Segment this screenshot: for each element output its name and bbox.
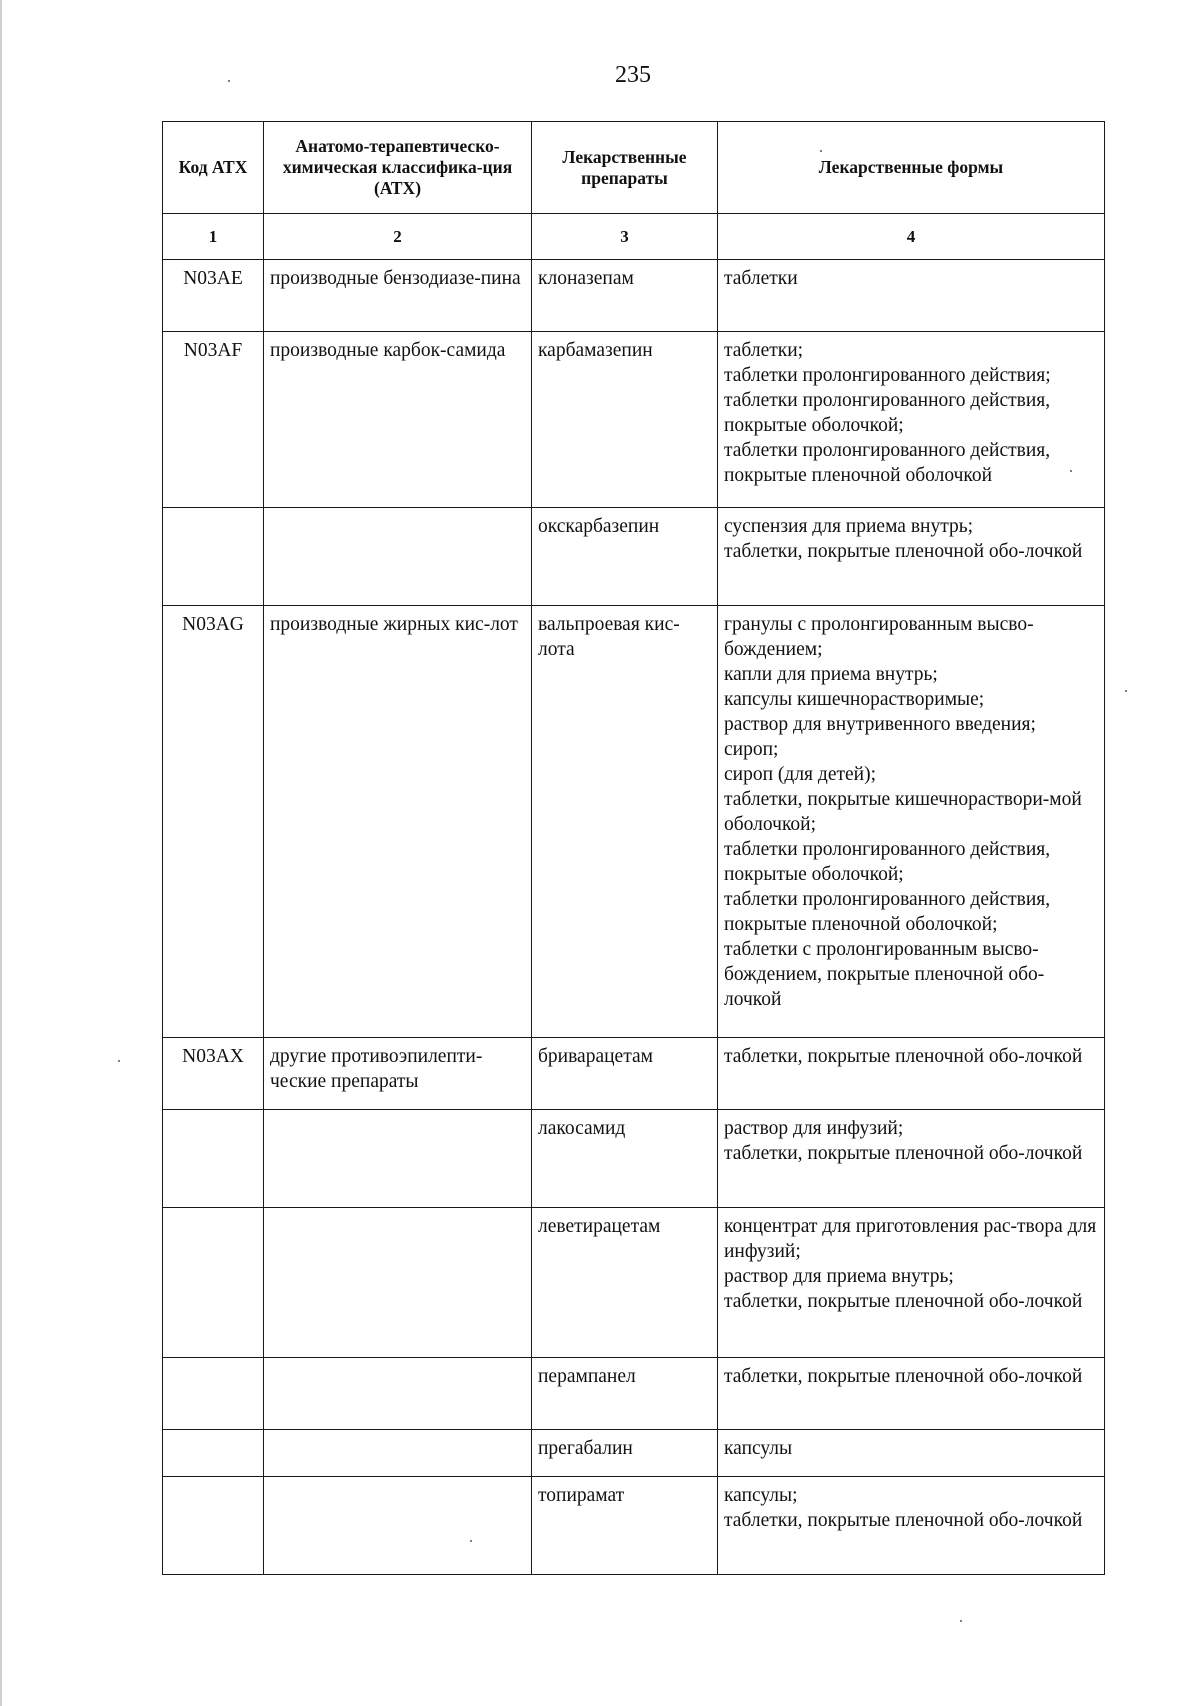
column-number-row <box>163 214 1105 260</box>
column-number: 3 <box>532 214 718 260</box>
atx-classification <box>264 1110 532 1208</box>
atx-classification <box>264 1208 532 1358</box>
table-row <box>163 1110 1105 1208</box>
table-row <box>163 606 1105 1038</box>
atx-classification <box>264 508 532 606</box>
atx-code: N03AG <box>163 606 264 1038</box>
scan-speck <box>1070 470 1072 472</box>
table-row <box>163 1358 1105 1430</box>
dosage-form: раствор для инфузий; <box>724 1118 904 1139</box>
drug-name: леветирацетам <box>532 1208 718 1358</box>
dosage-forms <box>718 1430 1105 1477</box>
atx-code <box>163 1208 264 1358</box>
dosage-form: капли для приема внутрь; <box>724 664 938 685</box>
table-row <box>163 1208 1105 1358</box>
dosage-form: капсулы; <box>724 1485 798 1506</box>
atx-classification: другие противоэпилепти-ческие препараты <box>264 1038 532 1110</box>
atx-table <box>162 121 1105 1575</box>
table-row <box>163 1038 1105 1110</box>
dosage-form: раствор для приема внутрь; <box>724 1266 954 1287</box>
dosage-form: таблетки; <box>724 340 804 361</box>
dosage-form: сироп; <box>724 739 779 760</box>
dosage-form: таблетки <box>724 268 798 289</box>
dosage-form: таблетки, покрытые пленочной обо-лочкой <box>724 1510 1083 1531</box>
scan-speck <box>228 80 230 82</box>
drug-name: топирамат <box>532 1477 718 1575</box>
dosage-form: суспензия для приема внутрь; <box>724 516 974 537</box>
dosage-form: таблетки пролонгированного действия, покрытые пленочной оболочкой; <box>724 889 1051 935</box>
dosage-forms <box>718 1358 1105 1430</box>
dosage-forms <box>718 1208 1105 1358</box>
column-number: 1 <box>163 214 264 260</box>
scan-speck <box>118 1060 120 1062</box>
atx-classification: производные карбок-самида <box>264 332 532 508</box>
drug-name: перампанел <box>532 1358 718 1430</box>
dosage-form: капсулы <box>724 1438 793 1459</box>
header-classification: Анатомо-терапевтическо-химическая классифика-ция (АТХ) <box>264 122 532 214</box>
atx-classification: производные жирных кис-лот <box>264 606 532 1038</box>
scan-speck <box>1125 690 1127 692</box>
dosage-form: капсулы кишечнорастворимые; <box>724 689 985 710</box>
drug-name: прегабалин <box>532 1430 718 1477</box>
dosage-forms <box>718 1038 1105 1110</box>
atx-code: N03AF <box>163 332 264 508</box>
dosage-form: таблетки, покрытые пленочной обо-лочкой <box>724 1366 1083 1387</box>
dosage-form: таблетки с пролонгированным высво-бождением, покрытые пленочной обо-лочкой <box>724 939 1045 1010</box>
header-code: Код АТХ <box>163 122 264 214</box>
dosage-forms <box>718 508 1105 606</box>
drug-name: бриварацетам <box>532 1038 718 1110</box>
table-row <box>163 260 1105 332</box>
dosage-form: концентрат для приготовления рас-твора для инфузий; <box>724 1216 1097 1262</box>
atx-code <box>163 1430 264 1477</box>
atx-classification <box>264 1358 532 1430</box>
header-row <box>163 122 1105 214</box>
scan-edge <box>0 0 2 1706</box>
dosage-forms <box>718 332 1105 508</box>
scan-speck <box>960 1620 962 1622</box>
table-row <box>163 508 1105 606</box>
dosage-form: таблетки пролонгированного действия, покрытые оболочкой; <box>724 390 1051 436</box>
dosage-form: таблетки, покрытые пленочной обо-лочкой <box>724 1291 1083 1312</box>
dosage-forms <box>718 260 1105 332</box>
atx-code <box>163 508 264 606</box>
drug-name: карбамазепин <box>532 332 718 508</box>
atx-classification: производные бензодиазе-пина <box>264 260 532 332</box>
atx-code: N03AX <box>163 1038 264 1110</box>
drug-name: вальпроевая кис-лота <box>532 606 718 1038</box>
dosage-form: таблетки, покрытые пленочной обо-лочкой <box>724 1143 1083 1164</box>
atx-code <box>163 1110 264 1208</box>
table-row <box>163 1477 1105 1575</box>
drug-name: клоназепам <box>532 260 718 332</box>
column-number: 2 <box>264 214 532 260</box>
dosage-forms <box>718 606 1105 1038</box>
dosage-forms <box>718 1477 1105 1575</box>
dosage-form: сироп (для детей); <box>724 764 876 785</box>
atx-classification <box>264 1430 532 1477</box>
dosage-form: таблетки пролонгированного действия, покрытые пленочной оболочкой <box>724 440 1051 486</box>
scan-speck <box>820 150 822 152</box>
drug-name: окскарбазепин <box>532 508 718 606</box>
drug-name: лакосамид <box>532 1110 718 1208</box>
table-row <box>163 332 1105 508</box>
header-drugs: Лекарственные препараты <box>532 122 718 214</box>
dosage-form: таблетки, покрытые пленочной обо-лочкой <box>724 1046 1083 1067</box>
dosage-form: раствор для внутривенного введения; <box>724 714 1036 735</box>
atx-code <box>163 1358 264 1430</box>
page-number: 235 <box>615 62 651 88</box>
dosage-form: таблетки пролонгированного действия; <box>724 365 1051 386</box>
header-forms: Лекарственные формы <box>718 122 1105 214</box>
dosage-forms <box>718 1110 1105 1208</box>
scan-speck <box>470 1540 472 1542</box>
table-row <box>163 1430 1105 1477</box>
dosage-form: таблетки пролонгированного действия, покрытые оболочкой; <box>724 839 1051 885</box>
dosage-form: гранулы с пролонгированным высво-бождением; <box>724 614 1034 660</box>
column-number: 4 <box>718 214 1105 260</box>
dosage-form: таблетки, покрытые пленочной обо-лочкой <box>724 541 1083 562</box>
atx-code <box>163 1477 264 1575</box>
atx-classification <box>264 1477 532 1575</box>
dosage-form: таблетки, покрытые кишечнораствори-мой оболочкой; <box>724 789 1082 835</box>
atx-code: N03AE <box>163 260 264 332</box>
